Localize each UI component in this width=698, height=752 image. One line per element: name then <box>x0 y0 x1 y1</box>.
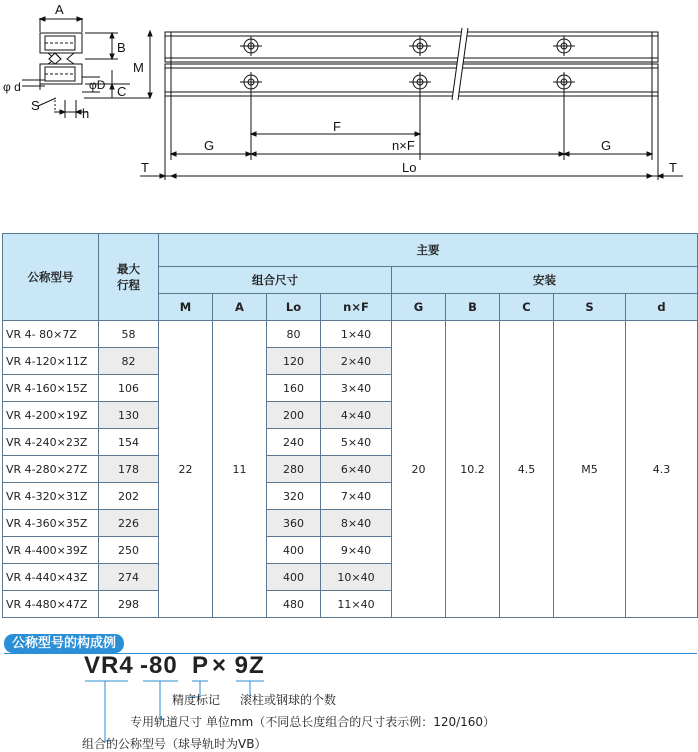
cell-nxf: 2×40 <box>321 348 392 375</box>
cell-model: VR 4-480×47Z <box>3 591 99 618</box>
cell-lo: 320 <box>267 483 321 510</box>
example-label-combo: 组合的公称型号（球导轨时为VB） <box>82 737 267 751</box>
header-g: G <box>392 294 446 321</box>
cell-nxf: 6×40 <box>321 456 392 483</box>
cell-lo: 240 <box>267 429 321 456</box>
header-m: M <box>159 294 213 321</box>
cell-lo: 120 <box>267 348 321 375</box>
dim-label-s: S <box>31 98 40 113</box>
cell-model: VR 4-400×39Z <box>3 537 99 564</box>
dim-label-b: B <box>117 40 126 55</box>
cell-lo: 480 <box>267 591 321 618</box>
cell-model: VR 4- 80×7Z <box>3 321 99 348</box>
cell-nxf: 3×40 <box>321 375 392 402</box>
cell-lo: 400 <box>267 564 321 591</box>
cell-d: 4.3 <box>626 321 698 618</box>
dim-label-h: h <box>82 106 90 121</box>
cell-nxf: 1×40 <box>321 321 392 348</box>
rail-side-view <box>140 28 683 180</box>
cell-lo: 80 <box>267 321 321 348</box>
cell-model: VR 4-200×19Z <box>3 402 99 429</box>
cell-stroke: 130 <box>99 402 159 429</box>
cell-s: M5 <box>554 321 626 618</box>
cell-a: 11 <box>213 321 267 618</box>
example-label-balls: 滚柱或钢球的个数 <box>240 693 337 707</box>
header-d: d <box>626 294 698 321</box>
cell-lo: 280 <box>267 456 321 483</box>
cell-nxf: 5×40 <box>321 429 392 456</box>
cell-g: 20 <box>392 321 446 618</box>
cell-model: VR 4-120×11Z <box>3 348 99 375</box>
dim-label-f: F <box>333 119 341 134</box>
cell-m: 22 <box>159 321 213 618</box>
cell-model: VR 4-160×15Z <box>3 375 99 402</box>
dim-label-t-right: T <box>669 160 677 175</box>
dim-label-g-left: G <box>204 138 215 153</box>
table-row <box>3 321 698 348</box>
dim-label-g-right: G <box>601 138 612 153</box>
cell-model: VR 4-280×27Z <box>3 456 99 483</box>
cell-stroke: 226 <box>99 510 159 537</box>
example-code-count: × 9Z <box>212 652 265 679</box>
cell-stroke: 154 <box>99 429 159 456</box>
dim-label-lo: Lo <box>402 160 417 175</box>
header-c: C <box>500 294 554 321</box>
section-title-model-example: 公称型号的构成例 <box>4 634 124 653</box>
cell-model: VR 4-320×31Z <box>3 483 99 510</box>
cell-stroke: 202 <box>99 483 159 510</box>
cell-c: 4.5 <box>500 321 554 618</box>
header-model: 公称型号 <box>3 234 99 321</box>
dim-label-phi-d: φ d <box>3 80 21 94</box>
cell-model: VR 4-360×35Z <box>3 510 99 537</box>
header-lo: Lo <box>267 294 321 321</box>
header-s: S <box>554 294 626 321</box>
example-code-precision: P <box>192 652 210 679</box>
header-b: B <box>446 294 500 321</box>
cell-b: 10.2 <box>446 321 500 618</box>
cell-stroke: 58 <box>99 321 159 348</box>
cell-nxf: 7×40 <box>321 483 392 510</box>
header-mount: 安装 <box>392 267 698 294</box>
dim-label-a: A <box>55 2 64 17</box>
technical-drawing <box>0 0 698 205</box>
cell-nxf: 8×40 <box>321 510 392 537</box>
cell-model: VR 4-440×43Z <box>3 564 99 591</box>
header-nxf: n×F <box>321 294 392 321</box>
cell-nxf: 11×40 <box>321 591 392 618</box>
cell-nxf: 4×40 <box>321 402 392 429</box>
cell-stroke: 274 <box>99 564 159 591</box>
example-code-series: VR4 <box>84 652 134 679</box>
header-a: A <box>213 294 267 321</box>
dim-label-m: M <box>133 60 144 75</box>
spec-table <box>2 233 698 618</box>
header-combo: 组合尺寸 <box>159 267 392 294</box>
cell-stroke: 298 <box>99 591 159 618</box>
cell-stroke: 250 <box>99 537 159 564</box>
cell-lo: 360 <box>267 510 321 537</box>
header-stroke: 最大 行程 <box>99 234 159 321</box>
cell-nxf: 9×40 <box>321 537 392 564</box>
example-label-precision: 精度标记 <box>172 693 221 707</box>
example-label-rail: 专用轨道尺寸 单位mm（不同总长度组合的尺寸表示例：120/160） <box>130 715 496 729</box>
cell-model: VR 4-240×23Z <box>3 429 99 456</box>
cell-lo: 400 <box>267 537 321 564</box>
dim-label-nxf: n×F <box>392 138 415 153</box>
cell-stroke: 106 <box>99 375 159 402</box>
cell-stroke: 82 <box>99 348 159 375</box>
example-code-length: -80 <box>140 652 178 679</box>
cell-lo: 200 <box>267 402 321 429</box>
cell-lo: 160 <box>267 375 321 402</box>
dim-label-phi-D: φD <box>89 78 106 92</box>
cell-nxf: 10×40 <box>321 564 392 591</box>
dim-label-t-left: T <box>141 160 149 175</box>
cell-stroke: 178 <box>99 456 159 483</box>
dim-label-c: C <box>117 84 127 99</box>
header-main: 主要 <box>159 234 698 267</box>
